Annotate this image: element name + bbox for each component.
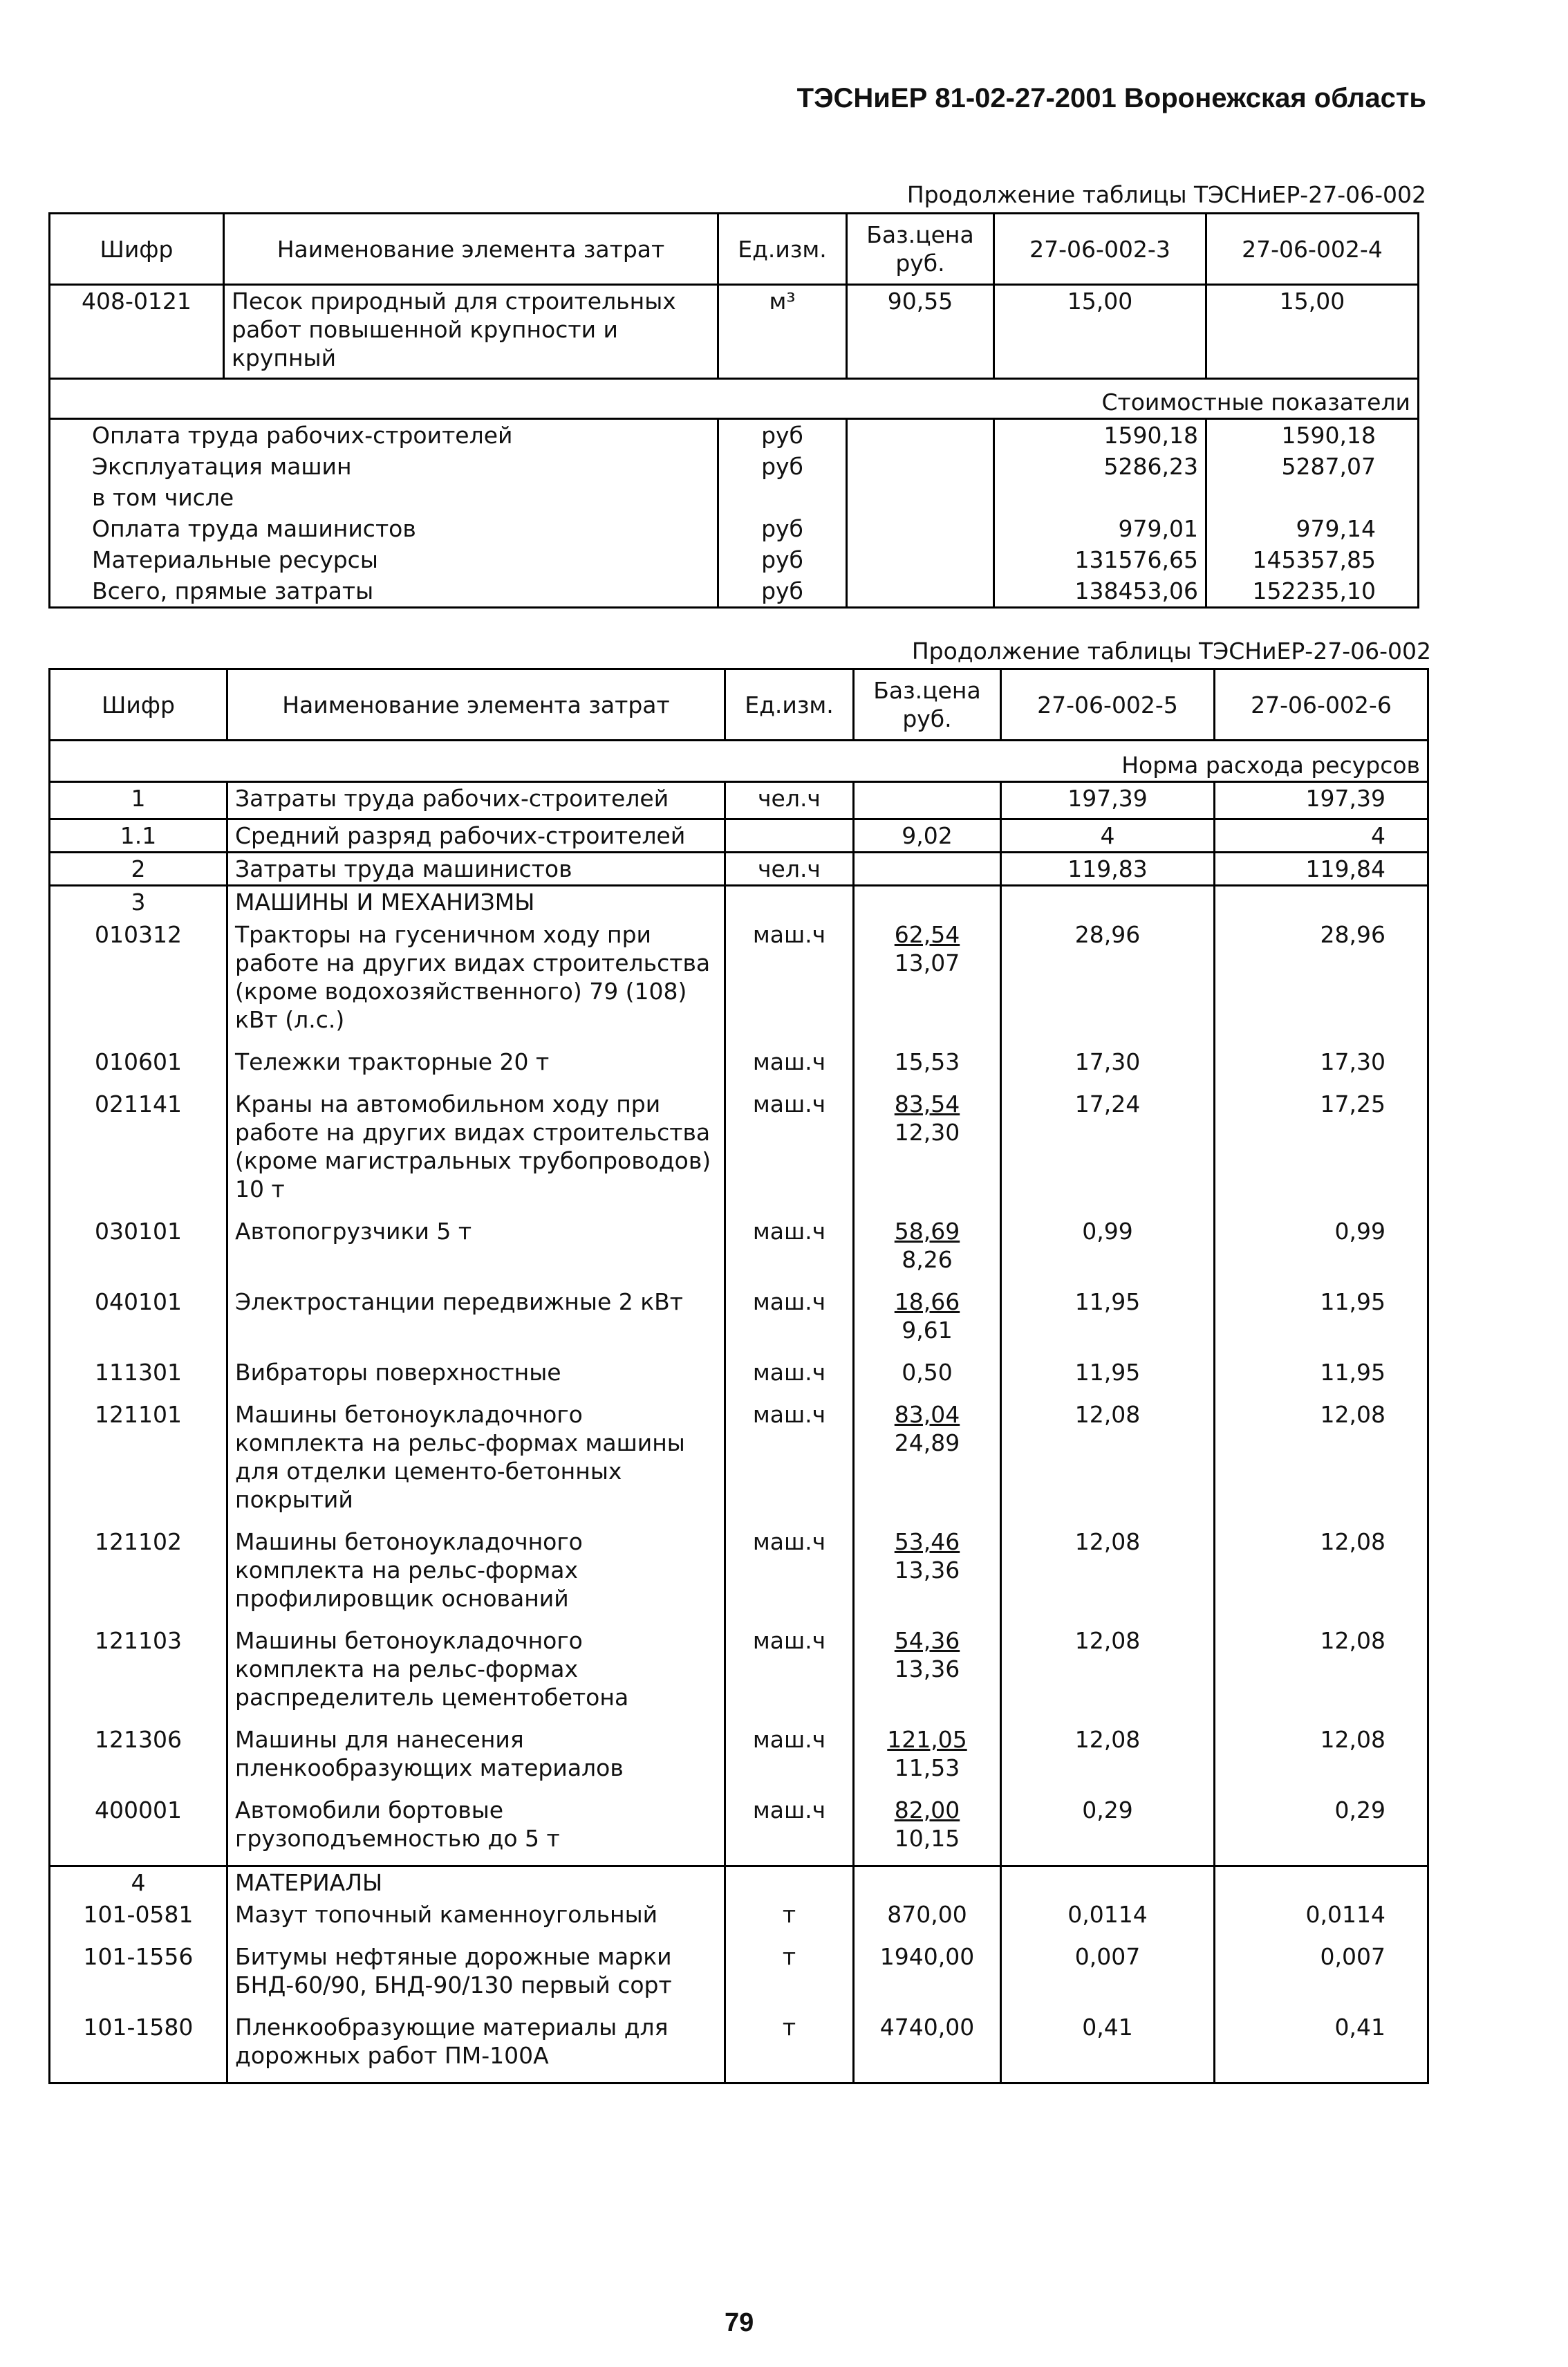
cell-price	[847, 451, 994, 482]
cell-v5: 28,96	[1001, 919, 1215, 1046]
price-value: 83,54	[894, 1090, 960, 1117]
cell-unit: маш.ч	[725, 1357, 854, 1399]
table-row	[50, 1941, 1428, 2012]
cell-name: Оплата труда рабочих-строителей	[50, 419, 718, 452]
cell-name: Машины для нанесения пленкообразующих материалов	[227, 1724, 725, 1794]
cell-price	[854, 1899, 1001, 1941]
price-value: 83,04	[894, 1400, 960, 1428]
cell-name: Мазут топочный каменноугольный	[227, 1899, 725, 1941]
cell-v5	[1001, 1866, 1215, 1899]
cell-v5: 12,08	[1001, 1399, 1215, 1526]
price-wage-value: 13,36	[894, 1556, 960, 1584]
cell-unit: руб	[718, 544, 847, 575]
price-value: 1940,00	[879, 1943, 975, 1970]
cell-v6: 17,25	[1215, 1088, 1428, 1216]
cell-code: 4	[50, 1866, 227, 1899]
page-header-title: ТЭСНиЕР 81-02-27-2001 Воронежская область	[796, 83, 1426, 113]
table-row	[50, 1357, 1428, 1399]
table2-col-v6: 27-06-002-6	[1215, 669, 1428, 741]
table-row	[50, 1088, 1428, 1216]
cell-price	[854, 1357, 1001, 1399]
cell-v3	[994, 482, 1206, 513]
page-number: 79	[725, 2308, 754, 2337]
cell-v5: 0,41	[1001, 2012, 1215, 2083]
cell-code: 121306	[50, 1724, 227, 1794]
table1-header-row	[50, 214, 1419, 285]
cell-v5: 12,08	[1001, 1625, 1215, 1724]
cell-v6: 197,39	[1215, 782, 1428, 819]
price-value: 15,53	[894, 1048, 960, 1075]
table-row	[50, 575, 1419, 608]
cell-v4: 15,00	[1206, 285, 1419, 379]
cell-v5: 17,24	[1001, 1088, 1215, 1216]
cell-name: Краны на автомобильном ходу при работе на других видах строительства (кроме магистральных трубопроводов) 10 т	[227, 1088, 725, 1216]
cell-code: 121103	[50, 1625, 227, 1724]
cell-code: 010601	[50, 1046, 227, 1088]
table-row	[50, 482, 1419, 513]
table-row	[50, 451, 1419, 482]
table2-caption: Продолжение таблицы ТЭСНиЕР-27-06-002	[911, 638, 1431, 665]
cell-v6: 0,007	[1215, 1941, 1428, 2012]
cell-code: 121101	[50, 1399, 227, 1526]
cell-code: 2	[50, 853, 227, 886]
cell-v6: 0,99	[1215, 1216, 1428, 1286]
cell-price	[854, 819, 1001, 853]
cell-unit: чел.ч	[725, 853, 854, 886]
cell-code: 1	[50, 782, 227, 819]
price-wage-value: 8,26	[902, 1245, 953, 1273]
price-value: 4740,00	[879, 2014, 975, 2041]
cell-name: Материальные ресурсы	[50, 544, 718, 575]
price-value: 58,69	[894, 1217, 960, 1245]
cell-v4: 5287,07	[1206, 451, 1419, 482]
cell-v3: 138453,06	[994, 575, 1206, 608]
cell-unit: маш.ч	[725, 1794, 854, 1866]
price-value: 870,00	[887, 1901, 967, 1928]
cell-price	[847, 482, 994, 513]
cell-name: Затраты труда машинистов	[227, 853, 725, 886]
cell-name: Машины бетоноукладочного комплекта на рельс-формах машины для отделки цементо-бетонных покрытий	[227, 1399, 725, 1526]
table1-col-v3: 27-06-002-3	[994, 214, 1206, 285]
cell-v6: 12,08	[1215, 1526, 1428, 1625]
cell-unit: т	[725, 1899, 854, 1941]
cell-name: Битумы нефтяные дорожные марки БНД-60/90, БНД-90/130 первый сорт	[227, 1941, 725, 2012]
cell-unit: чел.ч	[725, 782, 854, 819]
cell-v6: 0,29	[1215, 1794, 1428, 1866]
cell-v4	[1206, 482, 1419, 513]
cell-v4: 152235,10	[1206, 575, 1419, 608]
cell-code: 1.1	[50, 819, 227, 853]
price-wage-value: 9,61	[902, 1316, 953, 1344]
table1-costs	[50, 419, 1419, 608]
table-row	[50, 1286, 1428, 1357]
cell-unit: маш.ч	[725, 919, 854, 1046]
cell-v6: 119,84	[1215, 853, 1428, 886]
table1-caption: Продолжение таблицы ТЭСНиЕР-27-06-002	[906, 181, 1426, 208]
cell-price	[854, 1088, 1001, 1216]
cell-v5: 17,30	[1001, 1046, 1215, 1088]
table-row	[50, 513, 1419, 544]
cell-unit: руб	[718, 451, 847, 482]
cell-v4: 979,14	[1206, 513, 1419, 544]
cell-code: 101-1580	[50, 2012, 227, 2083]
table1-band-label: Стоимостные показатели	[50, 379, 1419, 419]
cell-name: Эксплуатация машин	[50, 451, 718, 482]
cell-v6	[1215, 1866, 1428, 1899]
cell-price	[854, 1941, 1001, 2012]
cell-v3: 131576,65	[994, 544, 1206, 575]
cell-v5: 11,95	[1001, 1357, 1215, 1399]
price-value: 9,02	[902, 822, 953, 849]
cell-code: 408-0121	[50, 285, 224, 379]
cell-v3: 1590,18	[994, 419, 1206, 452]
cell-code: 030101	[50, 1216, 227, 1286]
cell-price	[854, 1046, 1001, 1088]
cell-name: МАШИНЫ И МЕХАНИЗМЫ	[227, 886, 725, 919]
section-row	[50, 886, 1428, 919]
table2-col-code: Шифр	[50, 669, 227, 741]
cell-price	[847, 544, 994, 575]
cell-code: 121102	[50, 1526, 227, 1625]
cell-code: 101-0581	[50, 1899, 227, 1941]
table2-col-price: Баз.цена руб.	[854, 669, 1001, 741]
cell-name: Средний разряд рабочих-строителей	[227, 819, 725, 853]
cell-v3: 15,00	[994, 285, 1206, 379]
cell-unit: маш.ч	[725, 1526, 854, 1625]
cell-unit: руб	[718, 575, 847, 608]
price-value: 82,00	[894, 1796, 960, 1823]
cell-name: Пленкообразующие материалы для дорожных работ ПМ-100А	[227, 2012, 725, 2083]
cell-price	[847, 419, 994, 452]
cell-name: Оплата труда машинистов	[50, 513, 718, 544]
table2-col-unit: Ед.изм.	[725, 669, 854, 741]
cell-v6: 0,0114	[1215, 1899, 1428, 1941]
cell-code: 010312	[50, 919, 227, 1046]
cell-price	[854, 853, 1001, 886]
cell-unit: руб	[718, 419, 847, 452]
table-row	[50, 419, 1419, 452]
cell-price	[854, 2012, 1001, 2083]
cell-price	[854, 919, 1001, 1046]
table-row	[50, 1216, 1428, 1286]
price-value: 62,54	[894, 920, 960, 948]
cell-v6: 12,08	[1215, 1724, 1428, 1794]
price-value: 18,66	[894, 1288, 960, 1315]
table1-band-row	[50, 379, 1419, 419]
cell-v5: 119,83	[1001, 853, 1215, 886]
cell-v6: 17,30	[1215, 1046, 1428, 1088]
cell-v5	[1001, 886, 1215, 919]
cell-name: Машины бетоноукладочного комплекта на рельс-формах распределитель цементобетона	[227, 1625, 725, 1724]
cell-v3: 5286,23	[994, 451, 1206, 482]
cell-v5: 0,0114	[1001, 1899, 1215, 1941]
cell-price: 90,55	[847, 285, 994, 379]
price-value: 53,46	[894, 1528, 960, 1555]
cell-v4: 145357,85	[1206, 544, 1419, 575]
cell-v5: 12,08	[1001, 1526, 1215, 1625]
cell-unit: маш.ч	[725, 1216, 854, 1286]
price-wage-value: 24,89	[894, 1429, 960, 1456]
price-wage-value: 13,36	[894, 1655, 960, 1682]
cell-name: Машины бетоноукладочного комплекта на рельс-формах профилировщик оснований	[227, 1526, 725, 1625]
cell-code: 3	[50, 886, 227, 919]
cell-unit: маш.ч	[725, 1724, 854, 1794]
table-row	[50, 1899, 1428, 1941]
cell-name: Автопогрузчики 5 т	[227, 1216, 725, 1286]
cell-unit: маш.ч	[725, 1088, 854, 1216]
table2-rows	[50, 782, 1428, 2083]
table-row	[50, 782, 1428, 819]
cell-price	[854, 1625, 1001, 1724]
cell-unit: т	[725, 2012, 854, 2083]
cell-unit	[725, 886, 854, 919]
cell-name: Электростанции передвижные 2 кВт	[227, 1286, 725, 1357]
table1-col-price: Баз.цена руб.	[847, 214, 994, 285]
cell-v5: 197,39	[1001, 782, 1215, 819]
table-row	[50, 1794, 1428, 1866]
table1-col-name: Наименование элемента затрат	[224, 214, 718, 285]
table-row	[50, 1526, 1428, 1625]
cell-unit: руб	[718, 513, 847, 544]
price-wage-value: 11,53	[894, 1754, 960, 1781]
table2-col-v5: 27-06-002-5	[1001, 669, 1215, 741]
section-row	[50, 1866, 1428, 1899]
cell-price	[854, 782, 1001, 819]
cell-v5: 12,08	[1001, 1724, 1215, 1794]
cell-price	[854, 1794, 1001, 1866]
cell-v5: 11,95	[1001, 1286, 1215, 1357]
table-row	[50, 544, 1419, 575]
price-wage-value: 10,15	[894, 1824, 960, 1852]
cell-name: Автомобили бортовые грузоподъемностью до 5 т	[227, 1794, 725, 1866]
table-row	[50, 1625, 1428, 1724]
cell-v6: 12,08	[1215, 1399, 1428, 1526]
cell-name: МАТЕРИАЛЫ	[227, 1866, 725, 1899]
cell-v6: 4	[1215, 819, 1428, 853]
table-row	[50, 285, 1419, 379]
cell-unit	[718, 482, 847, 513]
table-row	[50, 919, 1428, 1046]
cell-v6: 11,95	[1215, 1357, 1428, 1399]
cell-price	[854, 1724, 1001, 1794]
cell-code: 111301	[50, 1357, 227, 1399]
cell-unit: маш.ч	[725, 1399, 854, 1526]
cell-price	[854, 1526, 1001, 1625]
cell-price	[854, 1286, 1001, 1357]
cell-code: 040101	[50, 1286, 227, 1357]
table2-band-label: Норма расхода ресурсов	[50, 741, 1428, 782]
table1-col-unit: Ед.изм.	[718, 214, 847, 285]
cell-price	[854, 1216, 1001, 1286]
cell-v4: 1590,18	[1206, 419, 1419, 452]
cell-name: Тележки тракторные 20 т	[227, 1046, 725, 1088]
cell-v6: 28,96	[1215, 919, 1428, 1046]
cell-unit: маш.ч	[725, 1046, 854, 1088]
cell-code: 021141	[50, 1088, 227, 1216]
cell-unit: м³	[718, 285, 847, 379]
cell-name: Песок природный для строительных работ повышенной крупности и крупный	[224, 285, 718, 379]
price-value: 54,36	[894, 1626, 960, 1654]
table2-band-row	[50, 741, 1428, 782]
cell-unit: маш.ч	[725, 1286, 854, 1357]
table1	[48, 212, 1419, 609]
price-wage-value: 12,30	[894, 1118, 960, 1146]
cell-unit	[725, 1866, 854, 1899]
price-value: 0,50	[902, 1358, 953, 1386]
cell-price	[847, 575, 994, 608]
table-row	[50, 1046, 1428, 1088]
cell-v5: 0,99	[1001, 1216, 1215, 1286]
cell-v6	[1215, 886, 1428, 919]
price-value: 121,05	[887, 1725, 967, 1753]
table1-col-code: Шифр	[50, 214, 224, 285]
table-row	[50, 2012, 1428, 2083]
cell-unit: маш.ч	[725, 1625, 854, 1724]
cell-v6: 12,08	[1215, 1625, 1428, 1724]
cell-unit	[725, 819, 854, 853]
table-row	[50, 1399, 1428, 1526]
cell-price	[854, 1399, 1001, 1526]
cell-v5: 4	[1001, 819, 1215, 853]
price-wage-value: 13,07	[894, 949, 960, 976]
cell-v5: 0,007	[1001, 1941, 1215, 2012]
table2-col-name: Наименование элемента затрат	[227, 669, 725, 741]
table-row	[50, 1724, 1428, 1794]
table-row	[50, 853, 1428, 886]
table-row	[50, 819, 1428, 853]
cell-name: Вибраторы поверхностные	[227, 1357, 725, 1399]
cell-v3: 979,01	[994, 513, 1206, 544]
table2-header-row	[50, 669, 1428, 741]
table2	[48, 668, 1429, 2084]
cell-unit: т	[725, 1941, 854, 2012]
cell-code: 101-1556	[50, 1941, 227, 2012]
table1-col-v4: 27-06-002-4	[1206, 214, 1419, 285]
cell-name: в том числе	[50, 482, 718, 513]
cell-price	[854, 1866, 1001, 1899]
cell-name: Затраты труда рабочих-строителей	[227, 782, 725, 819]
cell-name: Всего, прямые затраты	[50, 575, 718, 608]
cell-v6: 11,95	[1215, 1286, 1428, 1357]
cell-name: Тракторы на гусеничном ходу при работе на других видах строительства (кроме водохозяйственного) 79 (108) кВт (л.с.)	[227, 919, 725, 1046]
cell-code: 400001	[50, 1794, 227, 1866]
cell-v5: 0,29	[1001, 1794, 1215, 1866]
cell-price	[854, 886, 1001, 919]
cell-v6: 0,41	[1215, 2012, 1428, 2083]
cell-price	[847, 513, 994, 544]
